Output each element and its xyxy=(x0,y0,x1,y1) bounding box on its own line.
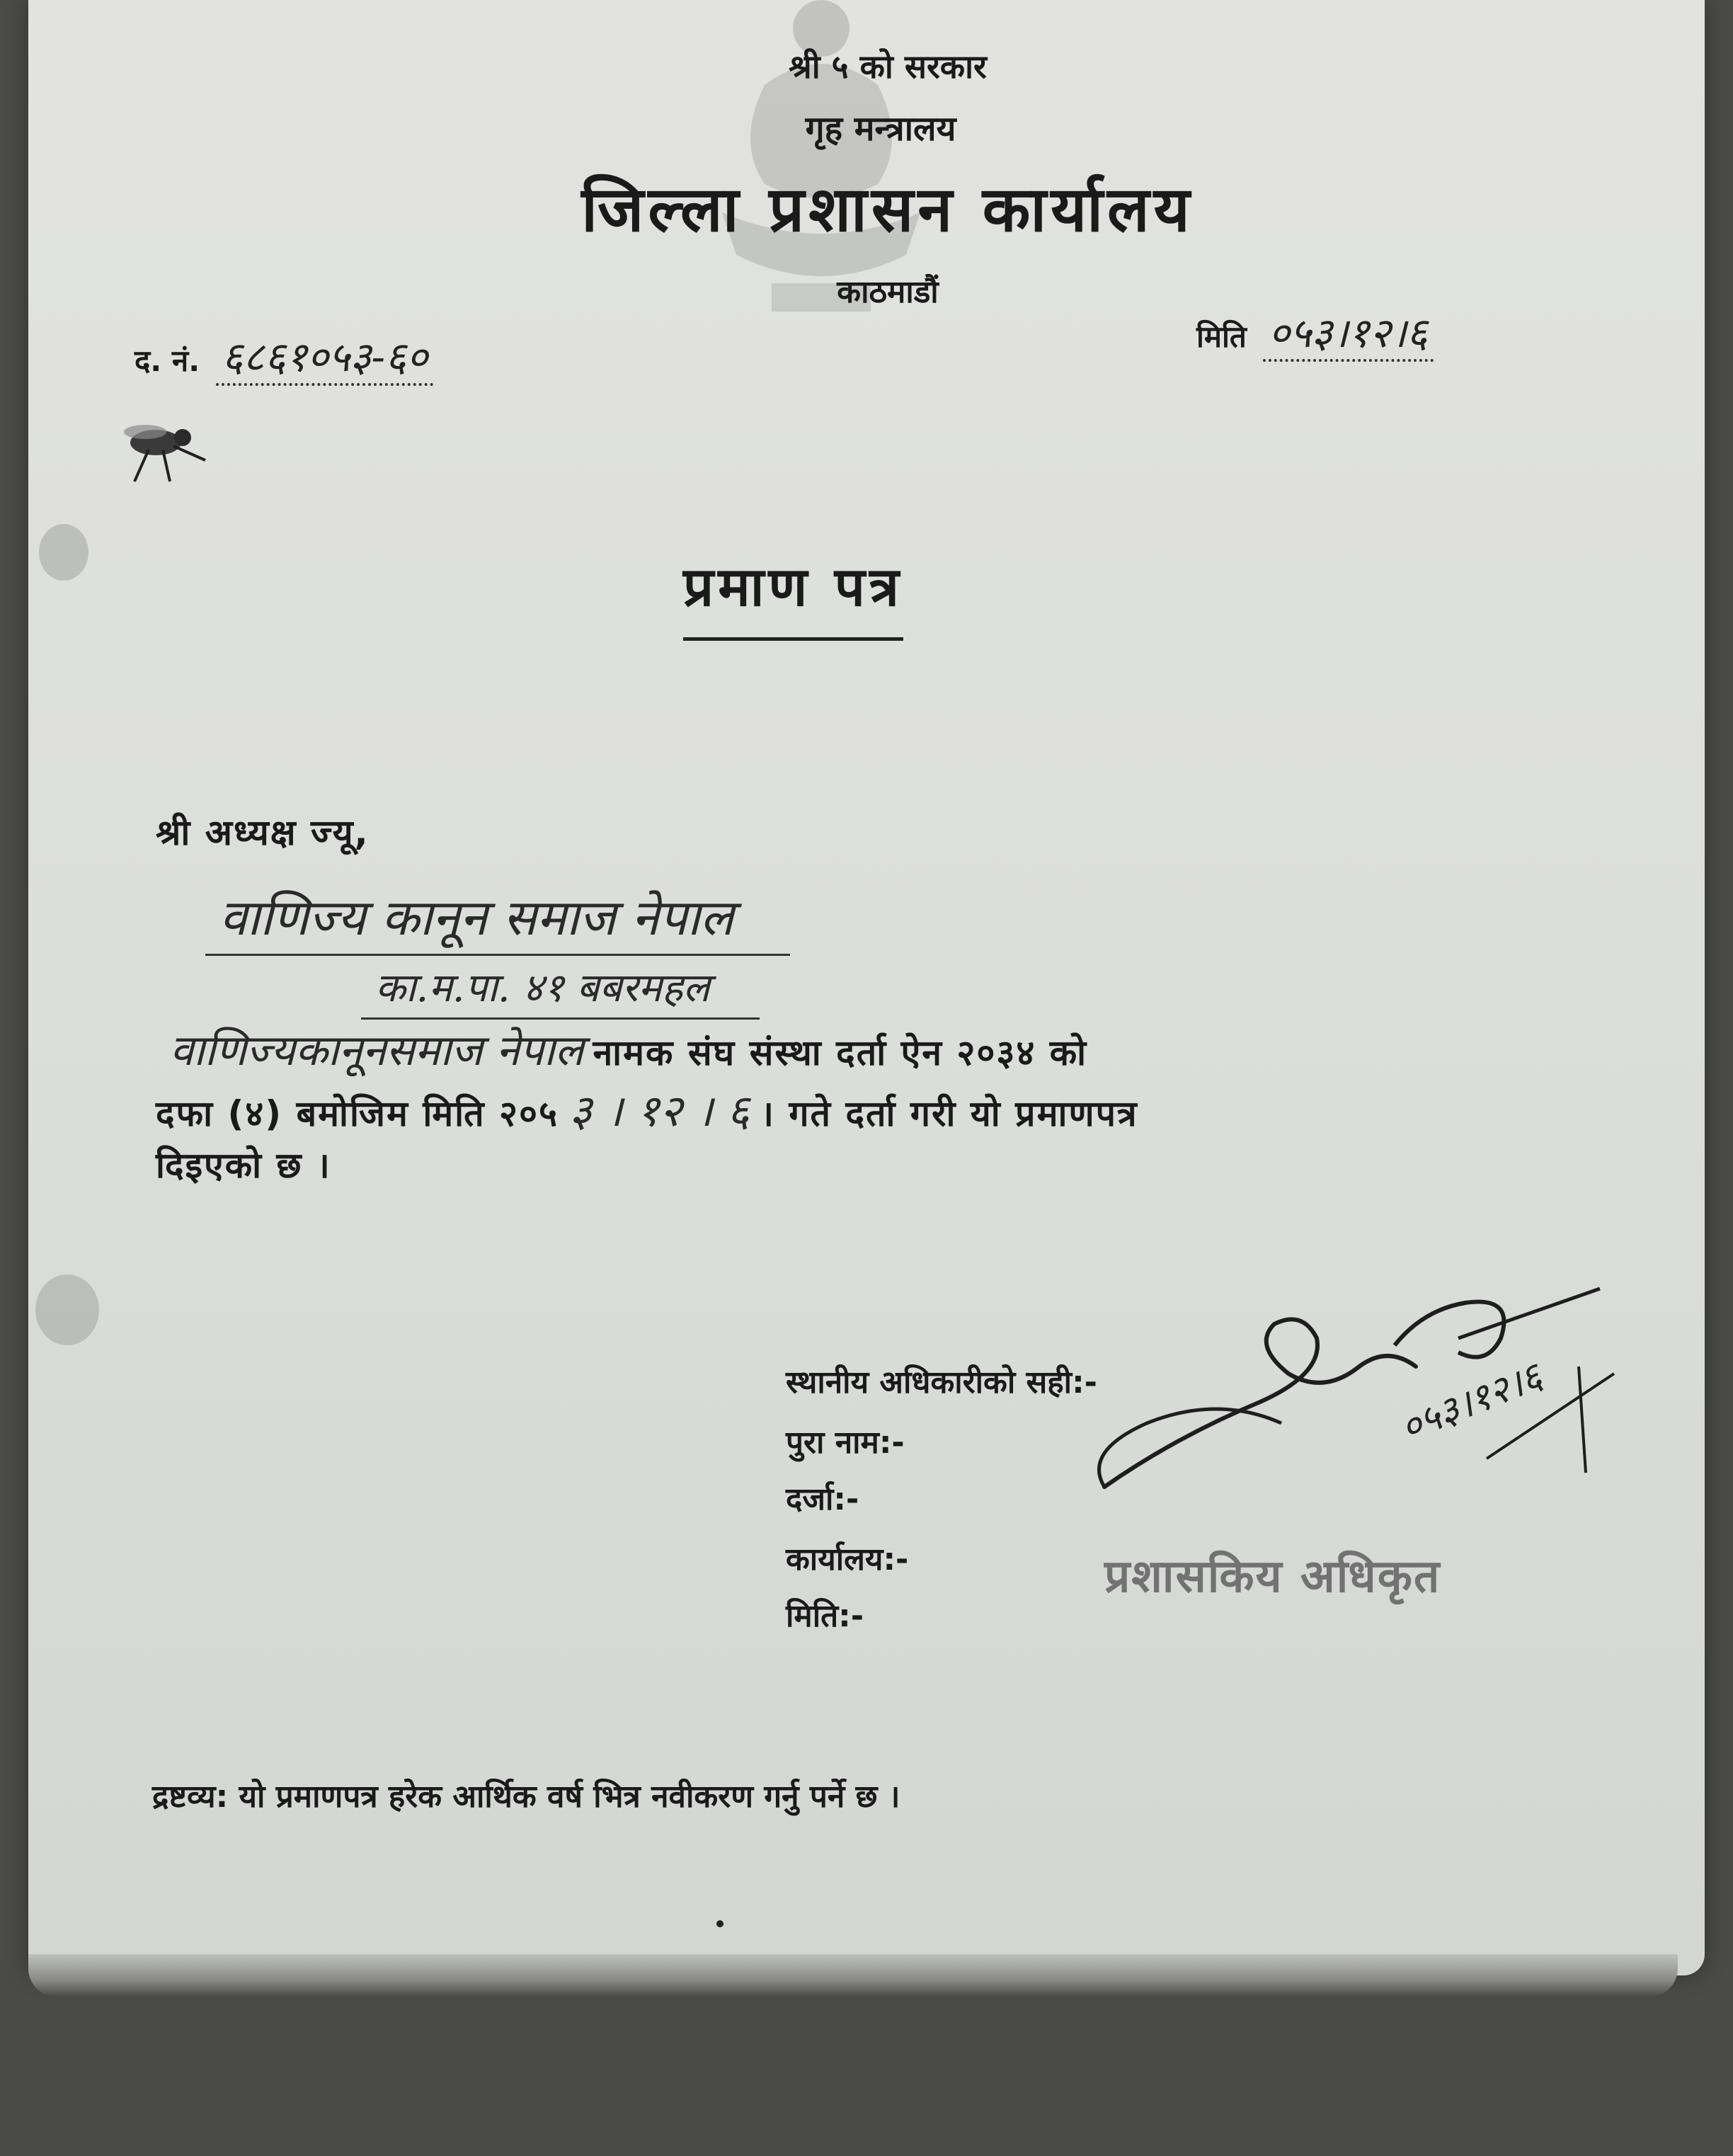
date-value: ०५३।१२।६ xyxy=(1263,303,1434,362)
paper-smudge xyxy=(39,524,88,581)
official-stamp: प्रशासकिय अधिकृत xyxy=(1104,1551,1441,1603)
header-ministry: गृह मन्त्रालय xyxy=(805,109,956,149)
signature-date-label: मिति:- xyxy=(786,1598,864,1634)
body-line-2 xyxy=(156,1080,1138,1139)
header-city: काठमाडौं xyxy=(837,274,939,310)
signature-date: ०५३।१२।६ xyxy=(1394,1353,1548,1451)
page-fold xyxy=(28,1954,1678,1997)
fly-icon xyxy=(106,404,219,496)
header-government: श्री ५ को सरकार xyxy=(789,47,987,86)
rank-label: दर्जा:- xyxy=(786,1481,859,1517)
handwritten-signature xyxy=(1090,1260,1628,1515)
header-office: जिल्ला प्रशासन कार्यालय xyxy=(581,173,1194,246)
body-line-1 xyxy=(170,1020,1087,1078)
organization-name: वाणिज्य कानून समाज नेपाल xyxy=(205,882,790,956)
body-org-name: वाणिज्यकानूनसमाज नेपाल xyxy=(170,1026,584,1076)
name-label: पुरा नाम:- xyxy=(786,1425,905,1461)
certificate-title: प्रमाण पत्र xyxy=(683,549,903,641)
signature-label: स्थानीय अधिकारीको सही:- xyxy=(786,1364,1097,1401)
ink-dot xyxy=(716,1920,723,1927)
body-registration-date: ३ । १२ । ६ xyxy=(569,1085,750,1136)
body-line-3: दिइएको छ । xyxy=(156,1145,331,1186)
reference-number xyxy=(135,327,433,386)
body-line-2-start: दफा (४) बमोजिम मिति २०५ xyxy=(156,1093,559,1134)
reference-value: ६८६१०५३-६० xyxy=(216,327,433,386)
salutation: श्री अध्यक्ष ज्यू, xyxy=(156,812,370,853)
body-line-1-text: नामक संघ संस्था दर्ता ऐन २०३४ को xyxy=(593,1032,1088,1073)
body-line-2-end: । गते दर्ता गरी यो प्रमाणपत्र xyxy=(760,1093,1138,1134)
organization-address: का.म.पा. ४१ बबरमहल xyxy=(361,959,760,1020)
issue-date xyxy=(1196,303,1434,362)
paper-smudge xyxy=(35,1274,99,1345)
reference-label: द. नं. xyxy=(135,343,200,378)
renewal-note: द्रष्टव्य: यो प्रमाणपत्र हरेक आर्थिक वर्ष भित्र नवीकरण गर्नु पर्ने छ । xyxy=(152,1779,900,1815)
office-label: कार्यालय:- xyxy=(786,1541,909,1578)
date-label: मिति xyxy=(1196,319,1247,354)
